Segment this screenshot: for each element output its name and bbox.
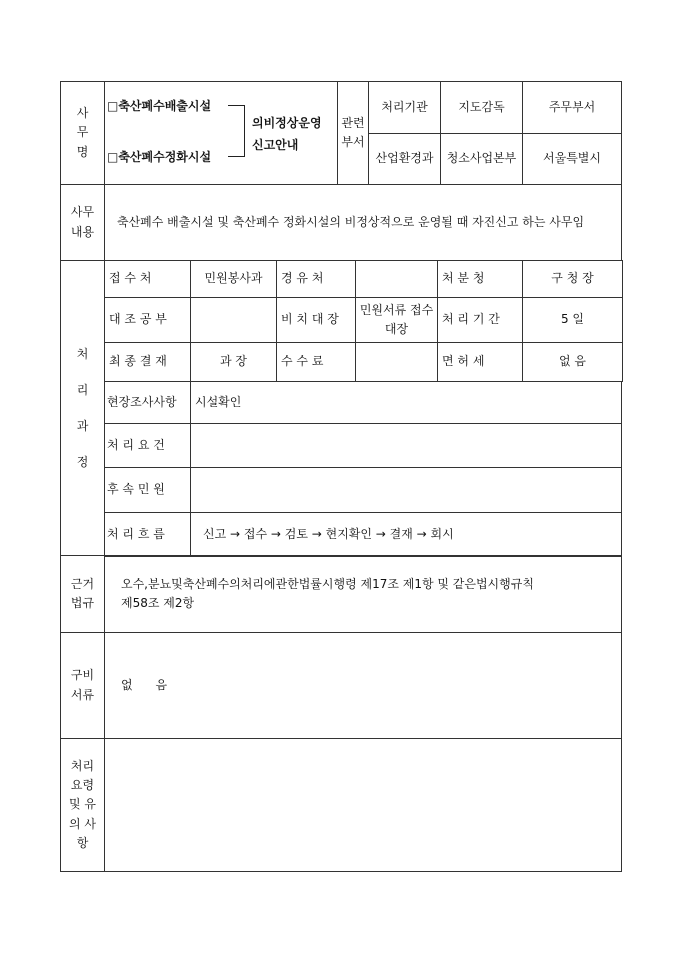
content-label: 사무 내용 [60, 184, 105, 261]
process-field-label: 경 유 처 [276, 260, 356, 298]
related-dept-label: 관련 부서 [337, 81, 369, 185]
process-field-value: 민원봉사과 [190, 260, 277, 298]
process-field-label: 대 조 공 부 [104, 297, 191, 343]
bracket-line [228, 156, 244, 157]
process-field-label: 비 치 대 장 [276, 297, 356, 343]
process-field-label: 처 리 기 간 [437, 297, 523, 343]
content-text: 축산폐수 배출시설 및 축산폐수 정화시설의 비정상적으로 운영될 때 자진신고 하는 사무임 [104, 184, 622, 261]
notes-label: 처리 요령 및 유의 사항 [60, 738, 105, 872]
process-row-label: 후 속 민 원 [104, 467, 191, 513]
process-row-label: 처 리 흐 름 [104, 512, 191, 557]
process-label: 처 리 과 정 [60, 260, 105, 556]
facility-1: □축산폐수배출시설 [107, 99, 212, 113]
legal-text: 오수,분뇨및축산폐수의처리에관한법률시행령 제17조 제1항 및 같은법시행규칙 제58조 제2항 [104, 555, 622, 633]
documents-text: 없 음 [104, 632, 622, 739]
facility-2: □축산폐수정화시설 [107, 150, 212, 164]
legal-label: 근거 법규 [60, 555, 105, 633]
process-field-label: 최 종 결 재 [104, 342, 191, 382]
documents-label: 구비 서류 [60, 632, 105, 739]
process-field-value [355, 342, 438, 382]
process-field-label: 처 분 청 [437, 260, 523, 298]
process-row-label: 처 리 요 건 [104, 423, 191, 468]
header-supervision: 지도감독 [440, 81, 523, 134]
process-field-value: 구 청 장 [522, 260, 623, 298]
notes-text [104, 738, 622, 872]
process-row-value: 시설확인 [190, 381, 622, 424]
header-main-dept: 주무부서 [522, 81, 622, 134]
process-field-label: 면 허 세 [437, 342, 523, 382]
process-field-value [190, 297, 277, 343]
process-field-value: 민원서류 접수대장 [355, 297, 438, 343]
process-field-label: 수 수 료 [276, 342, 356, 382]
value-processing-agency: 산업환경과 [368, 133, 441, 185]
process-field-value: 없 음 [522, 342, 623, 382]
process-field-value: 과 장 [190, 342, 277, 382]
bracket-line [228, 105, 244, 106]
process-row-value: 신고 → 접수 → 검토 → 현지확인 → 결재 → 회시 [190, 512, 622, 557]
process-row-value [190, 423, 622, 468]
office-title: 의비정상운영 신고안내 [252, 116, 322, 152]
process-row-label: 현장조사사항 [104, 381, 191, 424]
process-field-label: 접 수 처 [104, 260, 191, 298]
office-name-label: 사 무 명 [60, 81, 105, 185]
bracket-line [244, 105, 245, 157]
header-processing-agency: 처리기관 [368, 81, 441, 134]
process-field-value [355, 260, 438, 298]
process-field-value: 5 일 [522, 297, 623, 343]
value-main-dept: 서울특별시 [522, 133, 622, 185]
process-row-value [190, 467, 622, 513]
value-supervision: 청소사업본부 [440, 133, 523, 185]
